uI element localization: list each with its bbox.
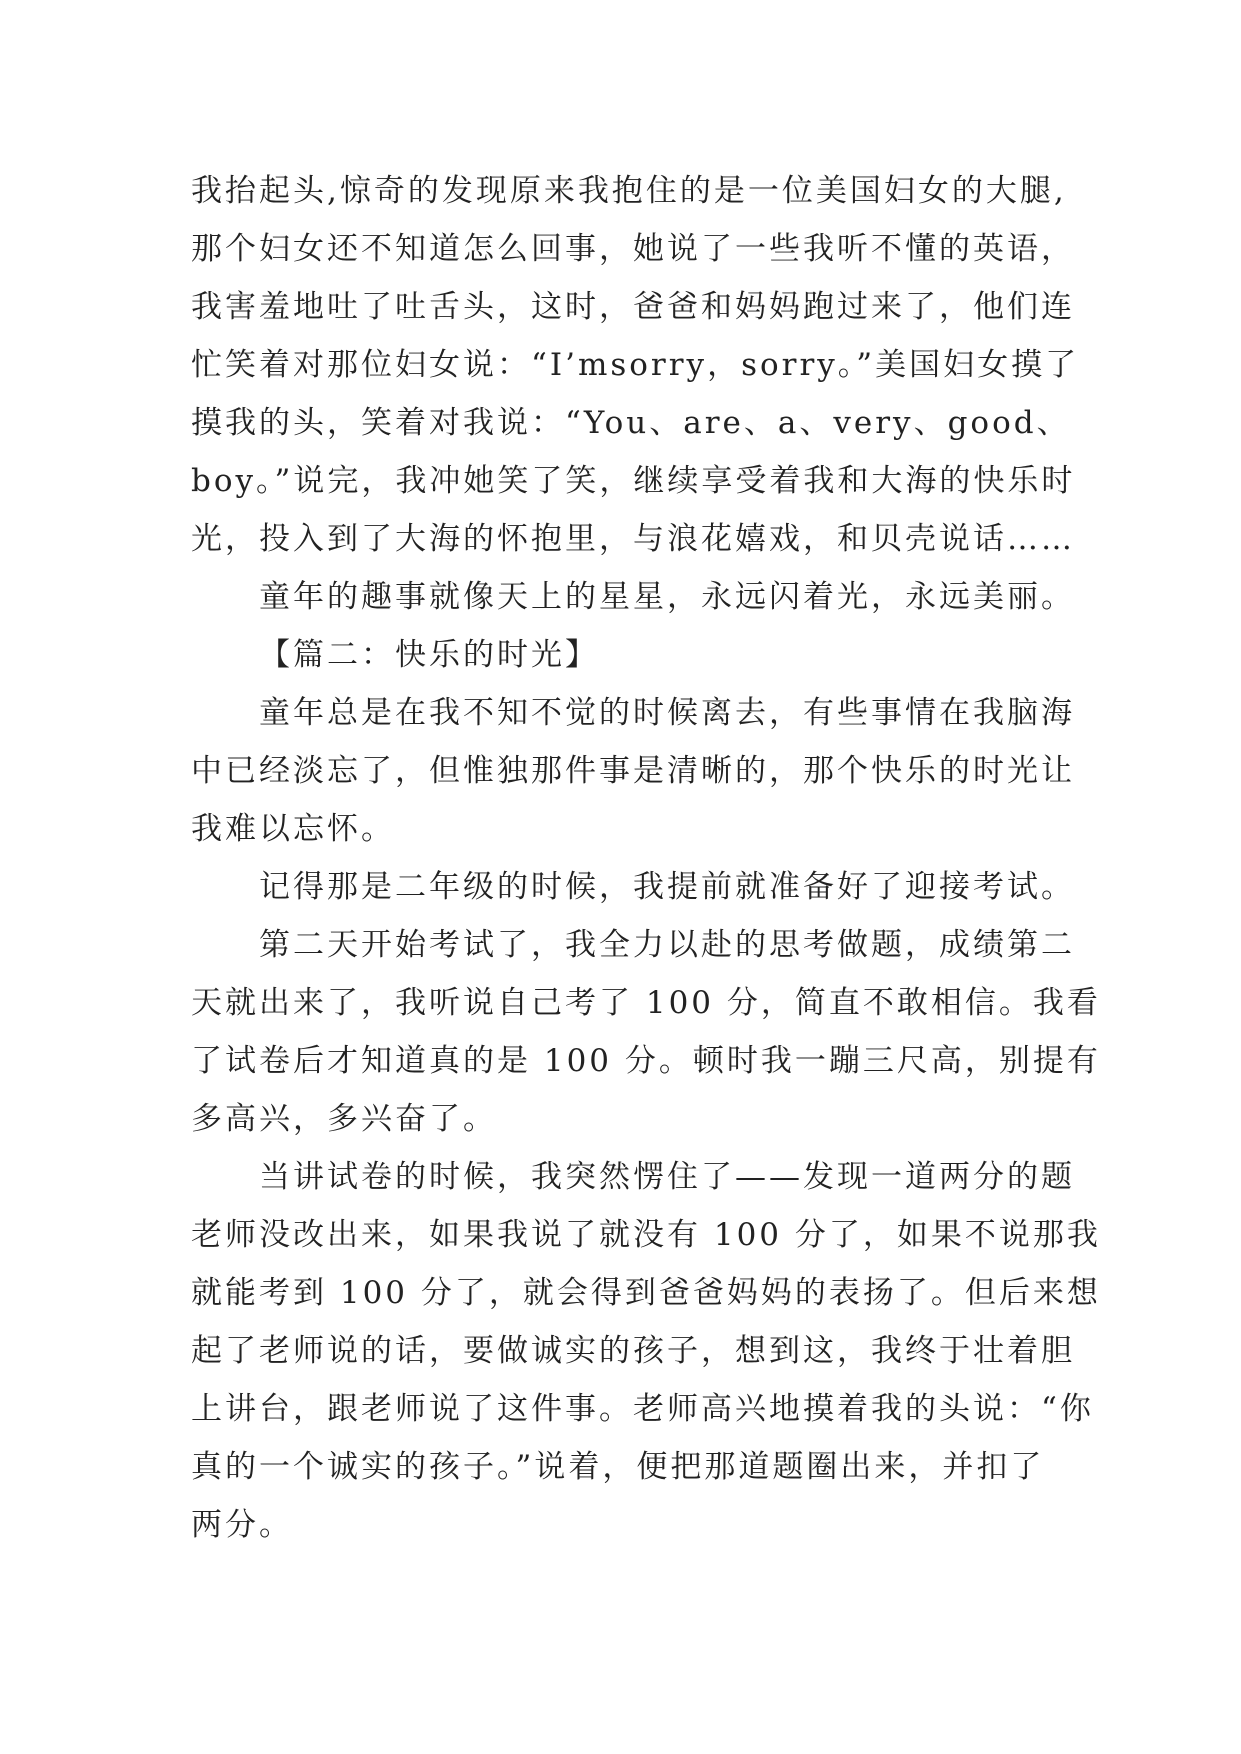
text-line: 光，投入到了大海的怀抱里，与浪花嬉戏，和贝壳说话……	[191, 521, 1075, 557]
text-line: 我抬起头,惊奇的发现原来我抱住的是一位美国妇女的大腿,	[191, 173, 1067, 209]
text-line: 了试卷后才知道真的是 100 分。顿时我一蹦三尺高，别提有	[191, 1043, 1101, 1079]
text-line: 那个妇女还不知道怎么回事，她说了一些我听不懂的英语，	[191, 231, 1075, 267]
text-line: 我难以忘怀。	[191, 811, 395, 847]
text-line: 上讲台，跟老师说了这件事。老师高兴地摸着我的头说：“你	[191, 1391, 1094, 1427]
text-line: 中已经淡忘了，但惟独那件事是清晰的，那个快乐的时光让	[191, 753, 1075, 789]
text-line: 第二天开始考试了，我全力以赴的思考做题，成绩第二	[259, 927, 1075, 963]
text-line: boy。”说完，我冲她笑了笑，继续享受着我和大海的快乐时	[191, 463, 1076, 499]
text-line: 童年总是在我不知不觉的时候离去，有些事情在我脑海	[259, 695, 1075, 731]
section-heading: 【篇二：快乐的时光】	[259, 637, 599, 673]
text-line: 摸我的头，笑着对我说：“You、are、a、very、good、	[191, 405, 1071, 441]
text-line: 记得那是二年级的时候，我提前就准备好了迎接考试。	[259, 869, 1075, 905]
text-line: 我害羞地吐了吐舌头，这时，爸爸和妈妈跑过来了，他们连	[191, 289, 1075, 325]
essay-body	[191, 162, 1101, 1554]
text-line: 起了老师说的话，要做诚实的孩子，想到这，我终于壮着胆	[191, 1333, 1075, 1369]
text-line: 老师没改出来，如果我说了就没有 100 分了，如果不说那我	[191, 1217, 1101, 1253]
text-line: 真的一个诚实的孩子。”说着，便把那道题圈出来，并扣了	[191, 1449, 1045, 1485]
text-line: 童年的趣事就像天上的星星，永远闪着光，永远美丽。	[259, 579, 1075, 615]
text-line: 多高兴，多兴奋了。	[191, 1101, 497, 1137]
text-line: 当讲试卷的时候，我突然愣住了——发现一道两分的题	[259, 1159, 1075, 1195]
text-line: 就能考到 100 分了，就会得到爸爸妈妈的表扬了。但后来想	[191, 1275, 1101, 1311]
text-line: 忙笑着对那位妇女说：“I’msorry，sorry。”美国妇女摸了	[191, 347, 1080, 383]
text-line: 天就出来了，我听说自己考了 100 分，简直不敢相信。我看	[191, 985, 1101, 1021]
text-line: 两分。	[191, 1507, 293, 1543]
